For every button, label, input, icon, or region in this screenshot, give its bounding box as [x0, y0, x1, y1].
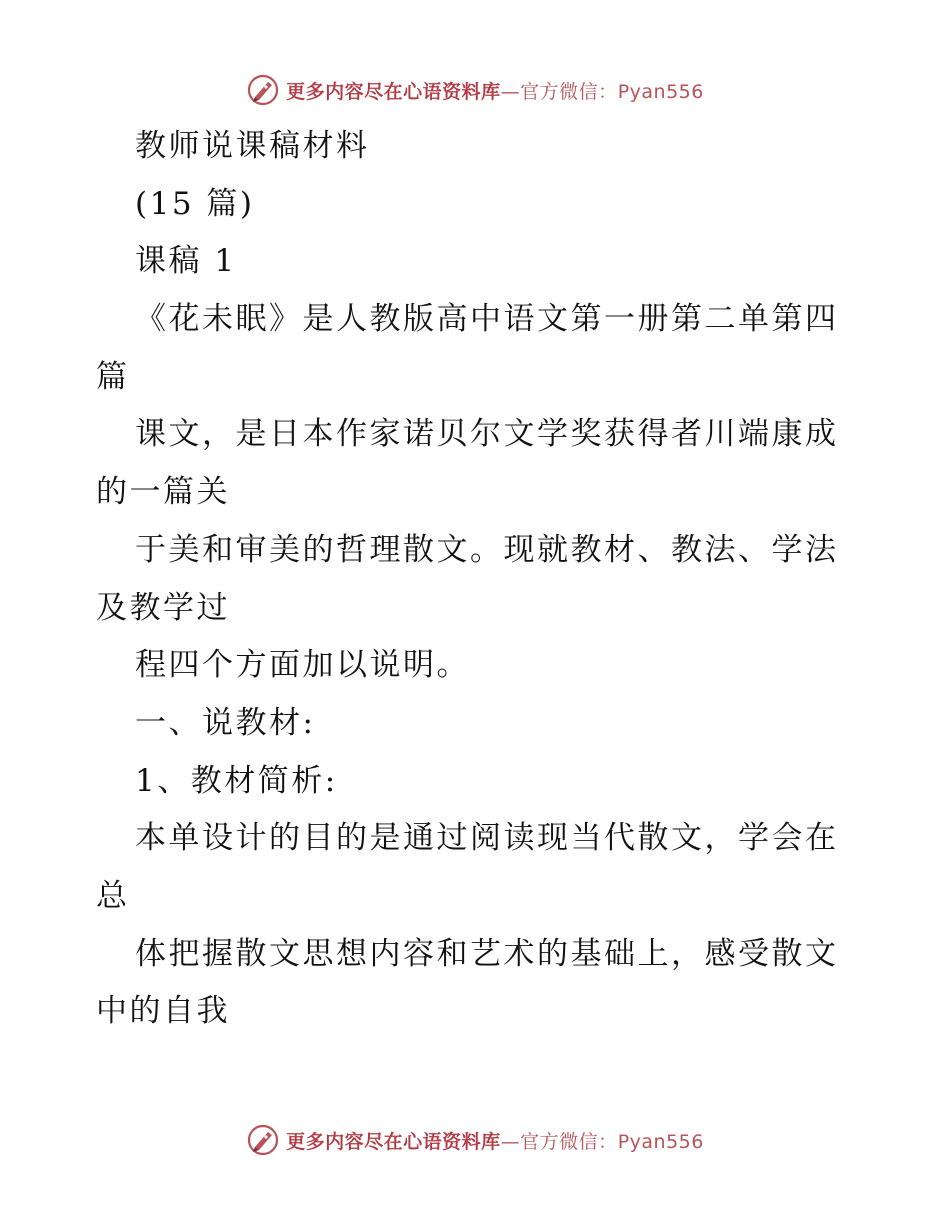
banner-dash: —: [500, 1130, 521, 1153]
banner-dash: —: [500, 80, 521, 103]
doc-title: 教师说课稿材料: [135, 128, 370, 164]
banner-wechat-id: Pyan556: [617, 1130, 704, 1153]
document-body: [96, 118, 856, 1041]
section-heading: 一、说教材:: [135, 704, 316, 741]
text-line: 的一篇关: [96, 474, 230, 511]
banner-brand: 更多内容尽在心语资料库: [286, 80, 501, 103]
banner-text: [286, 1127, 704, 1154]
header-banner: [0, 68, 950, 112]
text-line: 于美和审美的哲理散文。现就教材、教法、学法: [135, 531, 839, 568]
text-line: 程四个方面加以说明。: [135, 647, 470, 684]
text-line: 体把握散文思想内容和艺术的基础上，感受散文: [135, 935, 839, 972]
footer-banner: [0, 1118, 950, 1162]
text-line: 总: [96, 877, 130, 914]
section-heading: 课稿 1: [135, 243, 237, 280]
doc-subtitle: (15 篇): [135, 185, 255, 222]
text-line: 课文，是日本作家诺贝尔文学奖获得者川端康成: [135, 416, 839, 453]
text-line: 《花未眠》是人教版高中语文第一册第二单第四: [135, 301, 839, 338]
banner-wechat-id: Pyan556: [617, 80, 704, 103]
banner-wechat-label: 官方微信：: [520, 80, 618, 103]
subsection-heading: 1、教材简析:: [135, 762, 338, 799]
text-line: 中的自我: [96, 993, 230, 1030]
text-line: 本单设计的目的是通过阅读现当代散文，学会在: [135, 820, 839, 857]
text-line: 篇: [96, 358, 130, 395]
banner-text: [286, 77, 704, 104]
banner-wechat-label: 官方微信：: [520, 1130, 618, 1153]
pen-logo-icon: [246, 73, 280, 107]
pen-logo-icon: [246, 1123, 280, 1157]
banner-brand: 更多内容尽在心语资料库: [286, 1130, 501, 1153]
text-line: 及教学过: [96, 589, 230, 626]
